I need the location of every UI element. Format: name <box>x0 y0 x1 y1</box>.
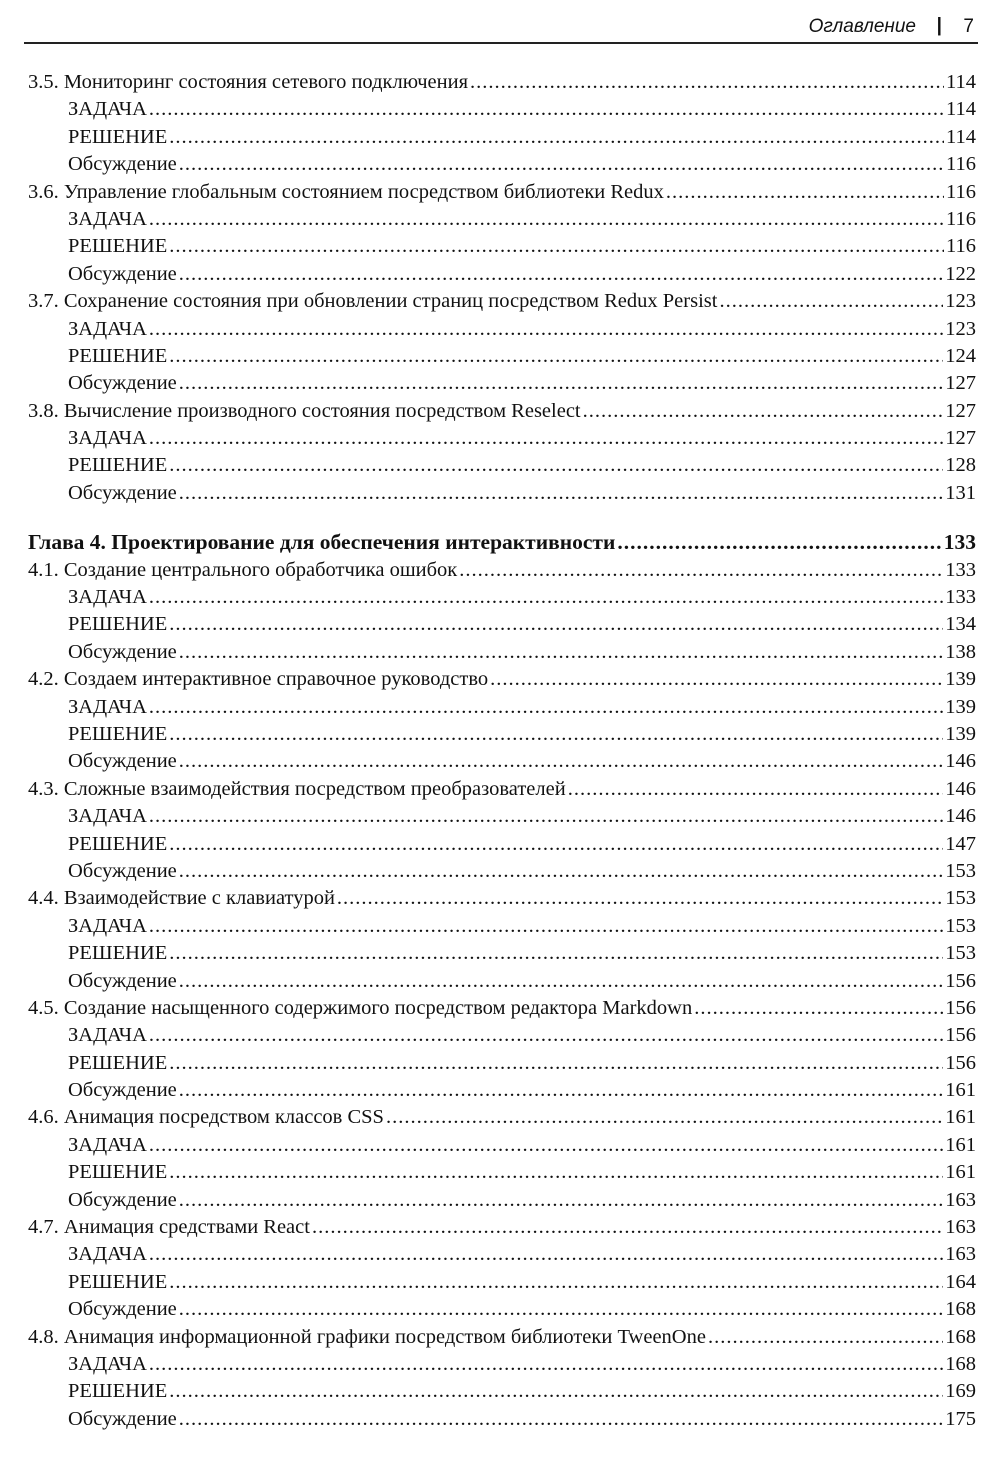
toc-entry-sub[interactable] <box>28 1351 976 1378</box>
toc-entry-title: ЗАДАЧА <box>68 695 147 718</box>
toc-entry-title: РЕШЕНИЕ <box>68 235 168 258</box>
toc-entry-page: 153 <box>945 914 976 937</box>
toc-entry-title: РЕШЕНИЕ <box>68 1161 168 1184</box>
toc-entry-title: 4.5. Создание насыщенного содержимого посредством редактора Markdown <box>28 996 693 1019</box>
toc-entry-page: 139 <box>945 695 976 718</box>
dot-leader <box>312 1214 943 1241</box>
toc-entry-title: РЕШЕНИЕ <box>68 722 168 745</box>
toc-entry-page: 169 <box>945 1380 976 1403</box>
toc-entry-title: РЕШЕНИЕ <box>68 942 168 965</box>
toc-entry-sub[interactable] <box>28 124 976 151</box>
toc-entry-sub[interactable] <box>28 1296 976 1323</box>
dot-leader <box>149 913 943 940</box>
toc-entry-title: Обсуждение <box>68 1079 177 1102</box>
toc-entry-title: ЗАДАЧА <box>68 1243 147 1266</box>
dot-leader <box>459 557 943 584</box>
dot-leader <box>169 233 944 260</box>
dot-leader <box>169 1378 943 1405</box>
dot-leader <box>169 721 943 748</box>
toc-entry-page: 127 <box>945 399 976 422</box>
toc-entry-section[interactable] <box>28 179 976 206</box>
toc-entry-title: ЗАДАЧА <box>68 207 147 230</box>
dot-leader <box>179 480 943 507</box>
toc-entry-sub[interactable] <box>28 803 976 830</box>
dot-leader <box>179 748 943 775</box>
toc-entry-page: 127 <box>945 372 976 395</box>
dot-leader <box>149 96 944 123</box>
running-header-title: Оглавление <box>808 16 916 37</box>
toc-entry-title: РЕШЕНИЕ <box>68 832 168 855</box>
dot-leader <box>470 69 944 96</box>
toc-entry-page: 139 <box>945 668 976 691</box>
toc-entry-sub[interactable] <box>28 1378 976 1405</box>
toc-entry-sub[interactable] <box>28 206 976 233</box>
toc-entry-sub[interactable] <box>28 968 976 995</box>
toc-entry-section[interactable] <box>28 1104 976 1131</box>
dot-leader <box>337 885 943 912</box>
toc-entry-sub[interactable] <box>28 425 976 452</box>
toc-entry-page: 116 <box>946 207 976 230</box>
page-number: 7 <box>963 16 974 37</box>
dot-leader <box>169 831 943 858</box>
toc-entry-page: 114 <box>946 71 976 93</box>
toc-entry-section[interactable] <box>28 1324 976 1351</box>
dot-leader <box>169 343 943 370</box>
toc-entry-title: ЗАДАЧА <box>68 1133 147 1156</box>
running-header-separator: | <box>936 15 942 36</box>
toc-entry-title: 4.3. Сложные взаимодействия посредством преобразователей <box>28 777 566 800</box>
dot-leader <box>169 452 943 479</box>
toc-entry-page: 138 <box>945 640 976 663</box>
dot-leader <box>169 1050 943 1077</box>
toc-entry-title: ЗАДАЧА <box>68 427 147 450</box>
toc-entry-section[interactable] <box>28 288 976 315</box>
toc-entry-title: ЗАДАЧА <box>68 805 147 828</box>
dot-leader <box>568 776 944 803</box>
toc-entry-page: 156 <box>945 996 976 1019</box>
toc-entry-page: 175 <box>945 1407 976 1430</box>
dot-leader <box>169 1159 943 1186</box>
toc-entry-title: РЕШЕНИЕ <box>68 1051 168 1074</box>
toc-entry-page: 163 <box>945 1188 976 1211</box>
table-of-contents <box>28 69 976 1433</box>
toc-entry-title: Обсуждение <box>68 859 177 882</box>
toc-entry-page: 123 <box>945 317 976 340</box>
toc-entry-title: ЗАДАЧА <box>68 98 147 121</box>
dot-leader <box>708 1324 943 1351</box>
toc-entry-title: 3.7. Сохранение состояния при обновлении страниц посредством Redux Persist <box>28 290 718 313</box>
toc-entry-title: 3.8. Вычисление производного состояния посредством Reselect <box>28 399 581 422</box>
dot-leader <box>666 179 944 206</box>
toc-entry-sub[interactable] <box>28 694 976 721</box>
toc-entry-title: Обсуждение <box>68 750 177 773</box>
toc-entry-page: 133 <box>945 586 976 609</box>
toc-entry-title: Обсуждение <box>68 1188 177 1211</box>
toc-entry-section[interactable] <box>28 557 976 584</box>
toc-entry-page: 128 <box>945 454 976 477</box>
toc-entry-section[interactable] <box>28 666 976 693</box>
toc-entry-section[interactable] <box>28 776 976 803</box>
dot-leader <box>583 398 944 425</box>
toc-entry-title: 4.4. Взаимодействие с клавиатурой <box>28 887 335 910</box>
toc-entry-title: ЗАДАЧА <box>68 586 147 609</box>
dot-leader <box>149 1132 943 1159</box>
dot-leader <box>179 858 943 885</box>
dot-leader <box>149 1241 943 1268</box>
toc-entry-page: 168 <box>945 1352 976 1375</box>
toc-entry-title: ЗАДАЧА <box>68 1024 147 1047</box>
dot-leader <box>149 425 943 452</box>
dot-leader <box>169 940 943 967</box>
toc-entry-title: РЕШЕНИЕ <box>68 125 168 148</box>
toc-entry-sub[interactable] <box>28 831 976 858</box>
toc-entry-sub[interactable] <box>28 611 976 638</box>
toc-entry-title: РЕШЕНИЕ <box>68 454 168 477</box>
toc-entry-page: 124 <box>945 344 976 367</box>
dot-leader <box>149 803 943 830</box>
dot-leader <box>179 639 943 666</box>
toc-entry-title: Обсуждение <box>68 262 177 285</box>
dot-leader <box>149 584 943 611</box>
toc-entry-page: 153 <box>945 942 976 965</box>
toc-entry-title: 3.6. Управление глобальным состоянием посредством библиотеки Redux <box>28 180 664 203</box>
toc-entry-sub[interactable] <box>28 1187 976 1214</box>
toc-entry-sub[interactable] <box>28 261 976 288</box>
toc-entry-title: ЗАДАЧА <box>68 914 147 937</box>
toc-entry-chapter[interactable] <box>28 529 976 556</box>
toc-entry-page: 146 <box>945 777 976 800</box>
toc-entry-sub[interactable] <box>28 480 976 507</box>
toc-entry-sub[interactable] <box>28 452 976 479</box>
toc-entry-title: Обсуждение <box>68 372 177 395</box>
dot-leader <box>179 151 944 178</box>
toc-entry-section[interactable] <box>28 885 976 912</box>
toc-entry-sub[interactable] <box>28 584 976 611</box>
toc-entry-sub[interactable] <box>28 1159 976 1186</box>
toc-entry-page: 134 <box>945 613 976 636</box>
toc-entry-title: Обсуждение <box>68 1298 177 1321</box>
toc-entry-title: 4.7. Анимация средствами React <box>28 1216 310 1239</box>
toc-entry-title: 4.1. Создание центрального обработчика ошибок <box>28 558 458 581</box>
toc-entry-page: 123 <box>945 290 976 313</box>
toc-entry-page: 127 <box>945 427 976 450</box>
toc-entry-title: Обсуждение <box>68 640 177 663</box>
toc-entry-page: 131 <box>945 481 976 504</box>
toc-entry-sub[interactable] <box>28 1269 976 1296</box>
toc-entry-page: 139 <box>945 722 976 745</box>
dot-leader <box>179 370 943 397</box>
dot-leader <box>169 1269 943 1296</box>
toc-entry-sub[interactable] <box>28 1406 976 1433</box>
toc-entry-page: 146 <box>945 805 976 828</box>
toc-entry-page: 116 <box>946 180 976 203</box>
toc-entry-title: Обсуждение <box>68 1407 177 1430</box>
toc-entry-sub[interactable] <box>28 913 976 940</box>
toc-entry-sub[interactable] <box>28 748 976 775</box>
toc-entry-sub[interactable] <box>28 1241 976 1268</box>
dot-leader <box>149 316 943 343</box>
toc-entry-section[interactable] <box>28 398 976 425</box>
dot-leader <box>617 529 941 556</box>
toc-entry-section[interactable] <box>28 1214 976 1241</box>
dot-leader <box>179 1187 943 1214</box>
toc-entry-sub[interactable] <box>28 639 976 666</box>
dot-leader <box>149 1022 943 1049</box>
toc-entry-page: 156 <box>945 1051 976 1074</box>
toc-entry-title: Глава 4. Проектирование для обеспечения интерактивности <box>28 530 616 555</box>
dot-leader <box>490 666 943 693</box>
toc-entry-sub[interactable] <box>28 316 976 343</box>
toc-entry-title: 4.2. Создаем интерактивное справочное руководство <box>28 668 489 691</box>
dot-leader <box>694 995 943 1022</box>
toc-entry-section[interactable] <box>28 995 976 1022</box>
toc-entry-page: 156 <box>945 969 976 992</box>
toc-entry-page: 156 <box>945 1024 976 1047</box>
toc-entry-title: РЕШЕНИЕ <box>68 1270 168 1293</box>
toc-entry-title: 3.5. Мониторинг состояния сетевого подключения <box>28 71 469 93</box>
toc-entry-title: Обсуждение <box>68 969 177 992</box>
running-header <box>24 10 978 44</box>
dot-leader <box>169 124 944 151</box>
toc-entry-page: 168 <box>945 1325 976 1348</box>
dot-leader <box>179 1296 943 1323</box>
dot-leader <box>386 1104 943 1131</box>
toc-entry-page: 161 <box>945 1079 976 1102</box>
toc-entry-page: 133 <box>945 558 976 581</box>
toc-entry-sub[interactable] <box>28 370 976 397</box>
toc-entry-page: 114 <box>946 125 976 148</box>
toc-entry-title: 4.8. Анимация информационной графики посредством библиотеки TweenOne <box>28 1325 706 1348</box>
toc-entry-page: 116 <box>946 153 976 176</box>
toc-entry-page: 163 <box>945 1243 976 1266</box>
toc-entry-sub[interactable] <box>28 233 976 260</box>
toc-entry-page: 168 <box>945 1298 976 1321</box>
toc-entry-page: 133 <box>943 530 976 555</box>
dot-leader <box>179 1077 943 1104</box>
toc-entry-sub[interactable] <box>28 1132 976 1159</box>
dot-leader <box>169 611 943 638</box>
toc-entry-title: Обсуждение <box>68 153 177 176</box>
toc-entry-sub[interactable] <box>28 721 976 748</box>
toc-entry-page: 114 <box>946 98 976 121</box>
toc-entry-sub[interactable] <box>28 940 976 967</box>
toc-entry-sub[interactable] <box>28 343 976 370</box>
toc-entry-page: 163 <box>945 1216 976 1239</box>
toc-entry-sub[interactable] <box>28 1022 976 1049</box>
dot-leader <box>149 694 943 721</box>
toc-entry-sub[interactable] <box>28 151 976 178</box>
toc-entry-title: Обсуждение <box>68 481 177 504</box>
toc-entry-title: ЗАДАЧА <box>68 317 147 340</box>
dot-leader <box>179 968 943 995</box>
toc-entry-title: РЕШЕНИЕ <box>68 1380 168 1403</box>
toc-entry-page: 116 <box>946 235 976 258</box>
toc-entry-page: 147 <box>945 832 976 855</box>
dot-leader <box>179 261 943 288</box>
toc-entry-title: РЕШЕНИЕ <box>68 344 168 367</box>
toc-entry-page: 153 <box>945 859 976 882</box>
toc-entry-page: 161 <box>945 1161 976 1184</box>
toc-entry-sub[interactable] <box>28 1077 976 1104</box>
toc-entry-sub[interactable] <box>28 1050 976 1077</box>
toc-entry-page: 146 <box>945 750 976 773</box>
toc-entry-sub[interactable] <box>28 858 976 885</box>
toc-entry-page: 161 <box>945 1133 976 1156</box>
toc-entry-page: 164 <box>945 1270 976 1293</box>
dot-leader <box>179 1406 943 1433</box>
toc-entry-title: ЗАДАЧА <box>68 1352 147 1375</box>
dot-leader <box>149 206 944 233</box>
dot-leader <box>719 288 943 315</box>
toc-entry-title: РЕШЕНИЕ <box>68 613 168 636</box>
toc-entry-title: 4.6. Анимация посредством классов CSS <box>28 1106 384 1129</box>
toc-entry-sub[interactable] <box>28 96 976 123</box>
toc-entry-page: 122 <box>945 262 976 285</box>
dot-leader <box>149 1351 943 1378</box>
toc-entry-section[interactable] <box>28 69 976 96</box>
toc-entry-page: 161 <box>945 1106 976 1129</box>
toc-entry-page: 153 <box>945 887 976 910</box>
